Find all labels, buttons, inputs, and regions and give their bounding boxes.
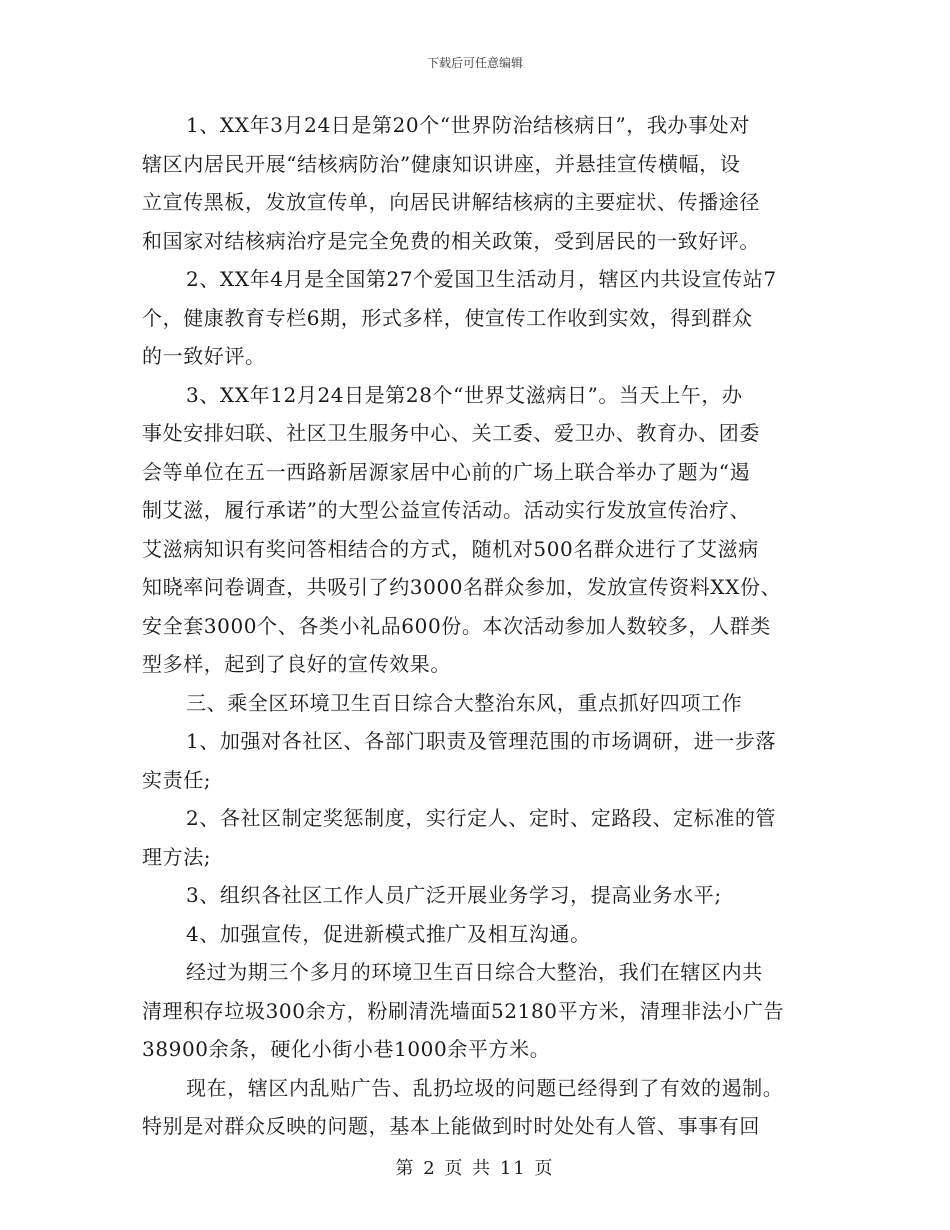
body-line: 1、XX年3月24日是第20个“世界防治结核病日”，我办事处对 xyxy=(186,113,750,137)
page-footer: 第 2 页 共 11 页 xyxy=(395,1158,555,1179)
body-line: 事处安排妇联、社区卫生服务中心、关工委、爱卫办、教育办、团委 xyxy=(142,421,760,445)
body-line: 3、组织各社区工作人员广泛开展业务学习，提高业务水平; xyxy=(186,883,722,907)
body-line: 2、各社区制定奖惩制度，实行定人、定时、定路段、定标准的管 xyxy=(186,806,777,830)
body-line: 现在，辖区内乱贴广告、乱扔垃圾的问题已经得到了有效的遏制。 xyxy=(186,1075,784,1100)
page-header: 下载后可任意编辑 xyxy=(426,56,523,70)
body-line: 制艾滋，履行承诺”的大型公益宣传活动。活动实行发放宣传治疗、 xyxy=(142,498,751,522)
body-line: 知晓率问卷调查，共吸引了约3000名群众参加，发放宣传资料XX份、 xyxy=(142,575,782,599)
document-body xyxy=(142,106,822,1146)
body-line: 经过为期三个多月的环境卫生百日综合大整治，我们在辖区内共 xyxy=(186,960,763,984)
body-line: 型多样，起到了良好的宣传效果。 xyxy=(142,652,451,676)
body-line: 3、XX年12月24日是第28个“世界艾滋病日”。当天上午，办 xyxy=(186,382,743,407)
body-line: 安全套3000个、各类小礼品600份。本次活动参加人数较多，人群类 xyxy=(142,613,771,638)
body-line: 38900余条，硬化小街小巷1000余平方米。 xyxy=(142,1037,551,1061)
body-line: 4、加强宣传，促进新模式推广及相互沟通。 xyxy=(186,921,591,946)
body-line: 立宣传黑板，发放宣传单，向居民讲解结核病的主要症状、传播途径 xyxy=(142,190,760,214)
body-line: 和国家对结核病治疗是完全免费的相关政策，受到居民的一致好评。 xyxy=(142,228,760,253)
body-line: 2、XX年4月是全国第27个爱国卫生活动月，辖区内共设宣传站7 xyxy=(186,267,777,291)
body-line: 理方法; xyxy=(142,844,212,869)
body-line: 会等单位在五一西路新居源家居中心前的广场上联合举办了题为“遏 xyxy=(142,459,751,484)
body-line: 实责任; xyxy=(142,767,212,792)
section-heading: 三、乘全区环境卫生百日综合大整治东风，重点抓好四项工作 xyxy=(186,690,743,715)
body-line: 特别是对群众反映的问题，基本上能做到时时处处有人管、事事有回 xyxy=(142,1114,760,1138)
body-line: 1、加强对各社区、各部门职责及管理范围的市场调研，进一步落 xyxy=(186,729,777,753)
body-line: 艾滋病知识有奖问答相结合的方式，随机对500名群众进行了艾滋病 xyxy=(142,536,759,561)
body-line: 辖区内居民开展“结核病防治”健康知识讲座，并悬挂宣传横幅，设 xyxy=(142,151,741,176)
body-line: 的一致好评。 xyxy=(142,344,266,368)
body-line: 个，健康教育专栏6期，形式多样，使宣传工作收到实效，得到群众 xyxy=(142,305,753,330)
body-line: 清理积存垃圾300余方，粉刷清洗墙面52180平方米，清理非法小广告 xyxy=(142,998,785,1023)
